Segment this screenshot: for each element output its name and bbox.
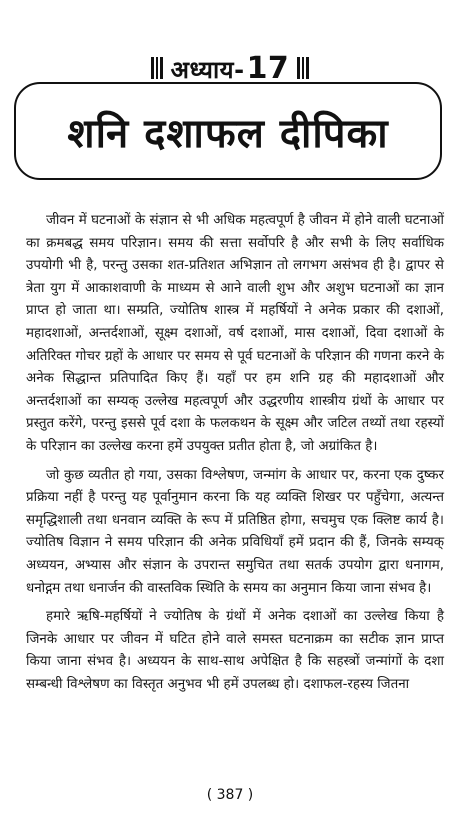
- chapter-label: [171, 51, 290, 86]
- page-number: ( 387 ): [206, 787, 254, 803]
- title-frame: [14, 82, 442, 180]
- body-text: [26, 210, 444, 702]
- right-ornament: [297, 55, 309, 81]
- chapter-word: अध्याय-: [170, 55, 245, 84]
- paragraph-1: जीवन में घटनाओं के संज्ञान से भी अधिक महत्वपूर्ण है जीवन में होने वाली घटनाओं का क्रमबद्ध समय परिज्ञान। समय की सत्ता सर्वोपरि है और सभी के लिए सर्वाधिक उपयोगी भी है, परन्तु उसका शत-प्रतिशत अभिज्ञान तो लगभग असंभव ही है। द्वापर से त्रेता युग में आकाशवाणी के माध्यम से आने वाली शुभ और अशुभ घटनाओं का ज्ञान प्राप्त हो जाता था। सम्प्रति, ज्योतिष शास्त्र में महर्षियों ने अनेक प्रकार की दशाओं, महादशाओं, अन्तर्दशाओं, सूक्ष्म दशाओं, वर्ष दशाओं, मास दशाओं, दिवा दशाओं के अतिरिक्त गोचर ग्रहों के आधार पर समय से पूर्व घटनाओं के परिज्ञान की गणना करने के अनेक सिद्धान्त प्रतिपादित किए हैं। यहाँ पर हम शनि ग्रह की महादशाओं और अन्तर्दशाओं का सम्यक् उल्लेख महत्वपूर्ण और उद्धरणीय शास्त्रीय ग्रंथों के आधार पर प्रस्तुत करेंगे, परन्तु इससे पूर्व दशा के फलकथन के सूक्ष्म और जटिल तथ्यों तथा रहस्यों के परिज्ञान का उल्लेख करना हमें उपयुक्त प्रतीत होता है, जो अग्रांकित है।: [26, 213, 444, 454]
- paragraph-2: जो कुछ व्यतीत हो गया, उसका विश्लेषण, जन्मांग के आधार पर, करना एक दुष्कर प्रक्रिया नहीं है परन्तु यह पूर्वानुमान करना कि यह व्यक्ति शिखर पर पहुँचेगा, अत्यन्त समृद्धिशाली तथा धनवान व्यक्ति के रूप में प्रतिष्ठित होगा, सचमुच एक क्लिष्ट कार्य है। ज्योतिष विज्ञान ने समय परिज्ञान की अनेक प्रविधियाँ हमें प्रदान की हैं, जिनके सम्यक् अध्ययन, अभ्यास और संज्ञान के उपरान्त समुचित तथा सतर्क उपयोग द्वारा धनागम, धनोद्गम तथा धनार्जन की वास्तविक स्थिति के समय का अनुमान किया जाना संभव है।: [26, 467, 444, 596]
- chapter-number: 17: [246, 50, 290, 86]
- paragraph-3: हमारे ऋषि-महर्षियों ने ज्योतिष के ग्रंथों में अनेक दशाओं का उल्लेख किया है जिनके आधार पर जीवन में घटित होने वाले समस्त घटनाक्रम का सटीक ज्ञान प्राप्त किया जाना संभव है। अध्ययन के साथ-साथ अपेक्षित है कि सहस्त्रों जन्मांगों के दशा सम्बन्धी विश्लेषण का विस्तृत अनुभव भी हमें उपलब्ध हो। दशाफल-रहस्य जितना: [26, 609, 444, 692]
- left-ornament: [151, 55, 163, 81]
- chapter-title: शनि दशाफल दीपिका: [67, 110, 389, 157]
